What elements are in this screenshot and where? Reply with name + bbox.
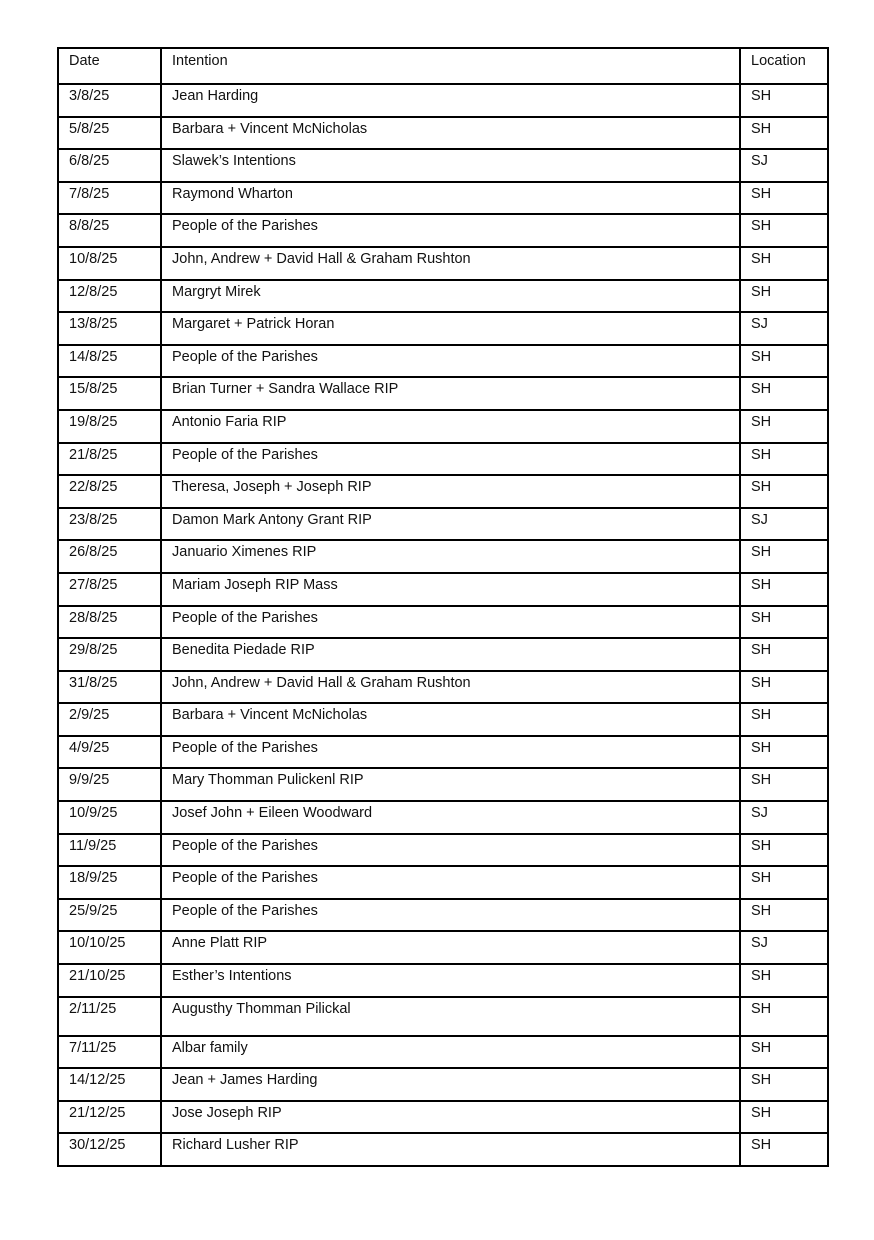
location-cell: SH <box>740 377 828 410</box>
intention-cell: Esther’s Intentions <box>161 964 740 997</box>
intention-cell: John, Andrew + David Hall & Graham Rushton <box>161 671 740 704</box>
intention-column-header: Intention <box>161 48 740 84</box>
intention-cell: Barbara + Vincent McNicholas <box>161 117 740 150</box>
location-cell: SH <box>740 1036 828 1069</box>
table-row <box>58 377 828 410</box>
date-cell: 7/8/25 <box>58 182 161 215</box>
date-cell: 28/8/25 <box>58 606 161 639</box>
date-cell: 22/8/25 <box>58 475 161 508</box>
table-row <box>58 1068 828 1101</box>
location-cell: SH <box>740 345 828 378</box>
table-row <box>58 1101 828 1134</box>
date-cell: 10/8/25 <box>58 247 161 280</box>
date-cell: 12/8/25 <box>58 280 161 313</box>
intention-cell: People of the Parishes <box>161 736 740 769</box>
location-cell: SJ <box>740 931 828 964</box>
location-cell: SH <box>740 997 828 1036</box>
table-row <box>58 736 828 769</box>
table-row <box>58 997 828 1036</box>
intention-cell: People of the Parishes <box>161 866 740 899</box>
intention-cell: Margryt Mirek <box>161 280 740 313</box>
intention-cell: People of the Parishes <box>161 606 740 639</box>
location-cell: SH <box>740 475 828 508</box>
table-body <box>58 84 828 1166</box>
location-cell: SH <box>740 182 828 215</box>
table-row <box>58 84 828 117</box>
location-cell: SJ <box>740 801 828 834</box>
intention-cell: Raymond Wharton <box>161 182 740 215</box>
date-cell: 11/9/25 <box>58 834 161 867</box>
date-column-header: Date <box>58 48 161 84</box>
table-row <box>58 606 828 639</box>
table-row <box>58 671 828 704</box>
date-cell: 2/9/25 <box>58 703 161 736</box>
date-cell: 21/8/25 <box>58 443 161 476</box>
location-column-header: Location <box>740 48 828 84</box>
table-row <box>58 964 828 997</box>
location-cell: SH <box>740 866 828 899</box>
location-cell: SH <box>740 671 828 704</box>
table-row <box>58 573 828 606</box>
location-cell: SH <box>740 540 828 573</box>
date-cell: 7/11/25 <box>58 1036 161 1069</box>
intention-cell: Josef John + Eileen Woodward <box>161 801 740 834</box>
location-cell: SH <box>740 443 828 476</box>
table-row <box>58 899 828 932</box>
table-row <box>58 1036 828 1069</box>
intention-cell: Slawek’s Intentions <box>161 149 740 182</box>
location-cell: SH <box>740 573 828 606</box>
date-cell: 3/8/25 <box>58 84 161 117</box>
date-cell: 8/8/25 <box>58 214 161 247</box>
table-row <box>58 247 828 280</box>
date-cell: 2/11/25 <box>58 997 161 1036</box>
intention-cell: People of the Parishes <box>161 443 740 476</box>
location-cell: SH <box>740 834 828 867</box>
location-cell: SH <box>740 703 828 736</box>
intention-cell: Damon Mark Antony Grant RIP <box>161 508 740 541</box>
table-row <box>58 410 828 443</box>
table-row <box>58 149 828 182</box>
date-cell: 29/8/25 <box>58 638 161 671</box>
date-cell: 10/9/25 <box>58 801 161 834</box>
date-cell: 27/8/25 <box>58 573 161 606</box>
table-row <box>58 182 828 215</box>
location-cell: SH <box>740 768 828 801</box>
intention-cell: Albar family <box>161 1036 740 1069</box>
location-cell: SJ <box>740 312 828 345</box>
intention-cell: People of the Parishes <box>161 345 740 378</box>
intention-cell: Benedita Piedade RIP <box>161 638 740 671</box>
table-row <box>58 931 828 964</box>
intention-cell: Augusthy Thomman Pilickal <box>161 997 740 1036</box>
date-cell: 6/8/25 <box>58 149 161 182</box>
location-cell: SH <box>740 899 828 932</box>
intention-cell: Antonio Faria RIP <box>161 410 740 443</box>
mass-intentions-table <box>57 47 829 1167</box>
intention-cell: Brian Turner + Sandra Wallace RIP <box>161 377 740 410</box>
date-cell: 25/9/25 <box>58 899 161 932</box>
date-cell: 21/10/25 <box>58 964 161 997</box>
date-cell: 23/8/25 <box>58 508 161 541</box>
location-cell: SH <box>740 1068 828 1101</box>
intention-cell: Mariam Joseph RIP Mass <box>161 573 740 606</box>
table-row <box>58 1133 828 1166</box>
location-cell: SH <box>740 117 828 150</box>
table-header-row <box>58 48 828 84</box>
table-row <box>58 540 828 573</box>
table-row <box>58 768 828 801</box>
intention-cell: Jose Joseph RIP <box>161 1101 740 1134</box>
table-row <box>58 801 828 834</box>
table-row <box>58 117 828 150</box>
intention-cell: Januario Ximenes RIP <box>161 540 740 573</box>
intention-cell: Jean Harding <box>161 84 740 117</box>
date-cell: 5/8/25 <box>58 117 161 150</box>
location-cell: SJ <box>740 508 828 541</box>
date-cell: 14/8/25 <box>58 345 161 378</box>
location-cell: SH <box>740 214 828 247</box>
table-row <box>58 214 828 247</box>
intention-cell: People of the Parishes <box>161 834 740 867</box>
location-cell: SH <box>740 736 828 769</box>
intention-cell: John, Andrew + David Hall & Graham Rushton <box>161 247 740 280</box>
location-cell: SH <box>740 410 828 443</box>
table-row <box>58 508 828 541</box>
intention-cell: Theresa, Joseph + Joseph RIP <box>161 475 740 508</box>
table-row <box>58 866 828 899</box>
date-cell: 31/8/25 <box>58 671 161 704</box>
date-cell: 4/9/25 <box>58 736 161 769</box>
location-cell: SH <box>740 247 828 280</box>
location-cell: SH <box>740 1101 828 1134</box>
date-cell: 9/9/25 <box>58 768 161 801</box>
location-cell: SH <box>740 638 828 671</box>
table-row <box>58 312 828 345</box>
table-row <box>58 280 828 313</box>
date-cell: 21/12/25 <box>58 1101 161 1134</box>
intention-cell: Jean + James Harding <box>161 1068 740 1101</box>
intention-cell: Richard Lusher RIP <box>161 1133 740 1166</box>
date-cell: 26/8/25 <box>58 540 161 573</box>
date-cell: 30/12/25 <box>58 1133 161 1166</box>
table-row <box>58 345 828 378</box>
date-cell: 18/9/25 <box>58 866 161 899</box>
intention-cell: People of the Parishes <box>161 214 740 247</box>
table-row <box>58 638 828 671</box>
date-cell: 15/8/25 <box>58 377 161 410</box>
location-cell: SH <box>740 280 828 313</box>
intention-cell: Mary Thomman Pulickenl RIP <box>161 768 740 801</box>
date-cell: 10/10/25 <box>58 931 161 964</box>
intention-cell: Margaret + Patrick Horan <box>161 312 740 345</box>
location-cell: SJ <box>740 149 828 182</box>
location-cell: SH <box>740 606 828 639</box>
intention-cell: Anne Platt RIP <box>161 931 740 964</box>
intention-cell: People of the Parishes <box>161 899 740 932</box>
location-cell: SH <box>740 1133 828 1166</box>
location-cell: SH <box>740 964 828 997</box>
date-cell: 14/12/25 <box>58 1068 161 1101</box>
table-row <box>58 834 828 867</box>
intention-cell: Barbara + Vincent McNicholas <box>161 703 740 736</box>
location-cell: SH <box>740 84 828 117</box>
table-row <box>58 703 828 736</box>
date-cell: 19/8/25 <box>58 410 161 443</box>
date-cell: 13/8/25 <box>58 312 161 345</box>
table-row <box>58 443 828 476</box>
table-row <box>58 475 828 508</box>
